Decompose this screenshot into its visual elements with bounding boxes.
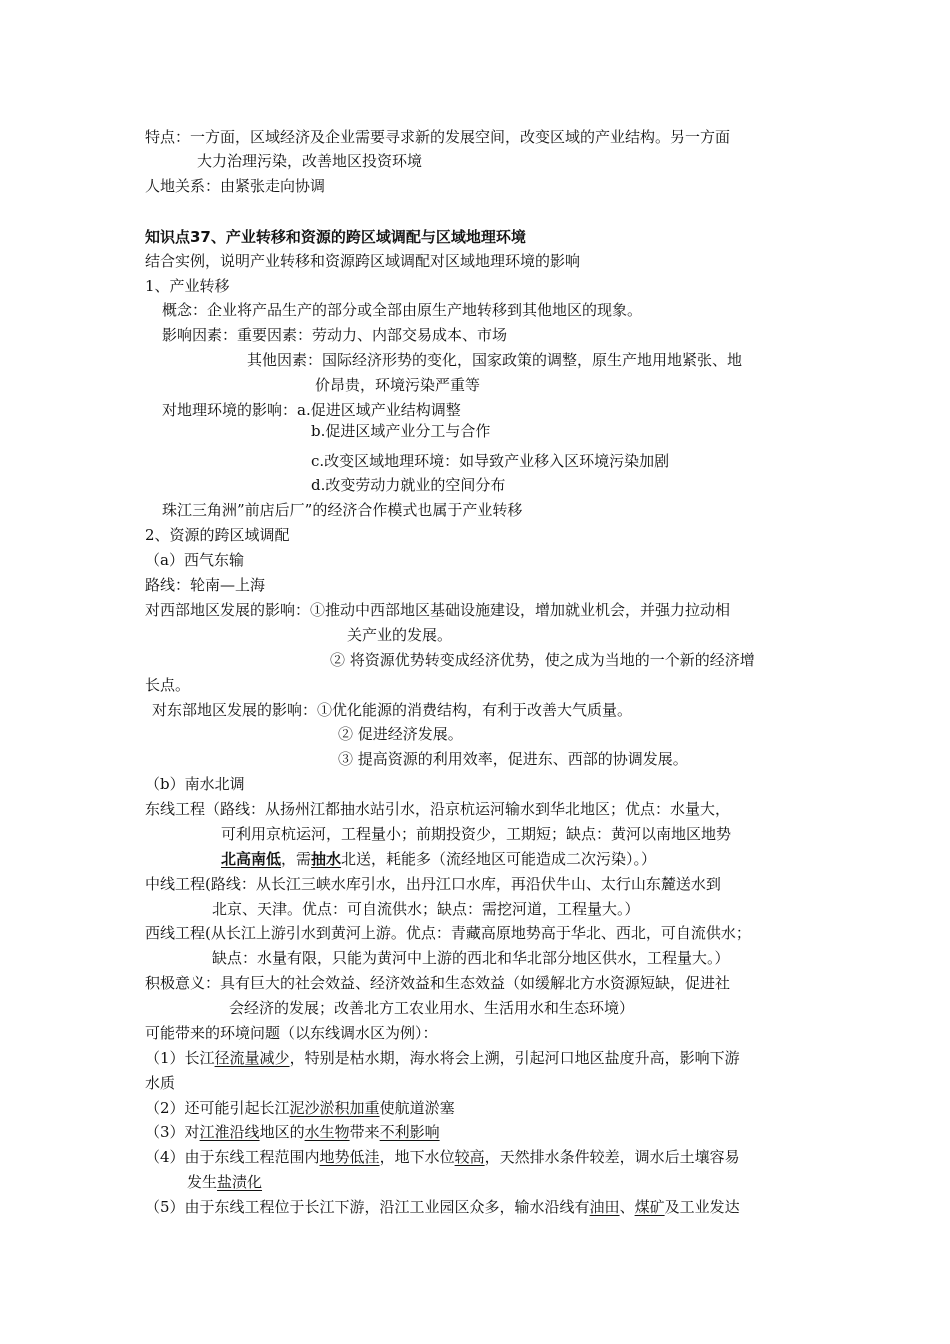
text-span: ，天然排水条件较差，调水后土壤容易 xyxy=(484,1148,740,1166)
text-line: 人地关系：由紧张走向协调 xyxy=(145,177,326,195)
text-line: 影响因素：重要因素：劳动力、内部交易成本、市场 xyxy=(162,326,508,344)
text-span: 带来 xyxy=(349,1123,380,1141)
underlined-term: 水生物 xyxy=(304,1123,350,1141)
text-line: 路线：轮南—上海 xyxy=(145,576,266,594)
text-span: 发生 xyxy=(187,1173,218,1191)
underlined-term: 北高南低 xyxy=(221,850,282,868)
text-line xyxy=(221,849,656,869)
text-line: 中线工程(路线：从长江三峡水库引水，出丹江口水库，再沿伏牛山、太行山东麓送水到 xyxy=(145,875,721,893)
text-line: 珠江三角洲”前店后厂”的经济合作模式也属于产业转移 xyxy=(162,501,523,519)
text-line xyxy=(145,1147,740,1167)
underlined-term: 抽水 xyxy=(311,850,342,868)
text-span: 、 xyxy=(619,1198,635,1216)
text-line xyxy=(145,1122,440,1142)
underlined-term: 油田 xyxy=(589,1198,620,1216)
text-span: 地区的 xyxy=(259,1123,305,1141)
text-span: ，地下水位 xyxy=(379,1148,455,1166)
text-line: 价昂贵，环境污染严重等 xyxy=(315,376,481,394)
text-line: 水质 xyxy=(145,1074,176,1092)
text-line: b.促进区域产业分工与合作 xyxy=(311,422,491,440)
text-line: 缺点：水量有限，只能为黄河中上游的西北和华北部分地区供水，工程量大。） xyxy=(212,949,730,967)
underlined-term: 盐渍化 xyxy=(217,1173,263,1191)
text-line: 西线工程(从长江上游引水到黄河上游。优点：青藏高原地势高于华北、西北，可自流供水； xyxy=(145,924,751,942)
subsection-heading: 2、资源的跨区域调配 xyxy=(145,526,290,544)
text-span: 北送，耗能多（流经地区可能造成二次污染）。） xyxy=(341,850,657,868)
text-line: 大力治理污染，改善地区投资环境 xyxy=(197,152,423,170)
text-line xyxy=(145,1098,455,1118)
text-span: （2）还可能引起长江 xyxy=(145,1099,290,1117)
text-span: 及工业发达 xyxy=(664,1198,740,1216)
text-line: ③ 提高资源的利用效率，促进东、西部的协调发展。 xyxy=(338,750,688,768)
text-span: ，需 xyxy=(281,850,312,868)
text-span: （5）由于东线工程位于长江下游，沿江工业园区众多，输水沿线有 xyxy=(145,1198,590,1216)
text-span: （4）由于东线工程范围内 xyxy=(145,1148,320,1166)
text-line xyxy=(145,1197,740,1217)
text-line: 会经济的发展；改善北方工农业用水、生活用水和生态环境） xyxy=(229,999,635,1017)
text-line: c.改变区域地理环境：如导致产业移入区环境污染加剧 xyxy=(311,452,670,470)
text-line xyxy=(187,1172,262,1192)
text-line: 特点：一方面，区域经济及企业需要寻求新的发展空间，改变区域的产业结构。另一方面 xyxy=(145,128,731,146)
text-line: 结合实例，说明产业转移和资源跨区域调配对区域地理环境的影响 xyxy=(145,252,581,270)
underlined-term: 径流量减少 xyxy=(214,1049,290,1067)
text-line: 关产业的发展。 xyxy=(347,626,453,644)
text-line: 对西部地区发展的影响：①推动中西部地区基础设施建设，增加就业机会，并强力拉动相 xyxy=(145,601,731,619)
underlined-term: 煤矿 xyxy=(634,1198,665,1216)
text-line: 可利用京杭运河，工程量小；前期投资少，工期短；缺点：黄河以南地区地势 xyxy=(221,825,732,843)
text-line: （b）南水北调 xyxy=(145,775,245,793)
text-line: 对地理环境的影响：a.促进区域产业结构调整 xyxy=(162,401,461,419)
text-line: （a）西气东输 xyxy=(145,551,244,569)
text-span: 使航道淤塞 xyxy=(379,1099,455,1117)
text-line: ② 将资源优势转变成经济优势，使之成为当地的一个新的经济增 xyxy=(330,651,755,669)
text-line: 北京、天津。优点：可自流供水；缺点：需挖河道，工程量大。） xyxy=(212,900,640,918)
text-line: 积极意义：具有巨大的社会效益、经济效益和生态效益（如缓解北方水资源短缺，促进社 xyxy=(145,974,731,992)
underlined-term: 地势低洼 xyxy=(319,1148,380,1166)
text-line: d.改变劳动力就业的空间分布 xyxy=(311,476,506,494)
section-heading: 知识点37、产业转移和资源的跨区域调配与区域地理环境 xyxy=(145,228,526,246)
text-line: 长点。 xyxy=(145,676,191,694)
text-line: 概念：企业将产品生产的部分或全部由原生产地转移到其他地区的现象。 xyxy=(162,301,643,319)
underlined-term: 不利影响 xyxy=(379,1123,440,1141)
underlined-term: 江淮沿线 xyxy=(199,1123,260,1141)
text-line: ② 促进经济发展。 xyxy=(338,725,463,743)
text-span: ，特别是枯水期，海水将会上溯，引起河口地区盐度升高，影响下游 xyxy=(289,1049,740,1067)
subsection-heading: 1、产业转移 xyxy=(145,277,230,295)
text-line: 可能带来的环境问题（以东线调水区为例）： xyxy=(145,1024,438,1042)
text-line xyxy=(145,1048,740,1068)
text-line: 其他因素：国际经济形势的变化，国家政策的调整，原生产地用地紧张、地 xyxy=(247,351,743,369)
text-span: （3）对 xyxy=(145,1123,200,1141)
underlined-term: 较高 xyxy=(454,1148,485,1166)
text-span: （1）长江 xyxy=(145,1049,215,1067)
text-line: 对东部地区发展的影响：①优化能源的消费结构，有利于改善大气质量。 xyxy=(152,701,633,719)
underlined-term: 泥沙淤积加重 xyxy=(289,1099,380,1117)
text-line: 东线工程（路线：从扬州江都抽水站引水，沿京杭运河输水到华北地区；优点：水量大， xyxy=(145,800,731,818)
